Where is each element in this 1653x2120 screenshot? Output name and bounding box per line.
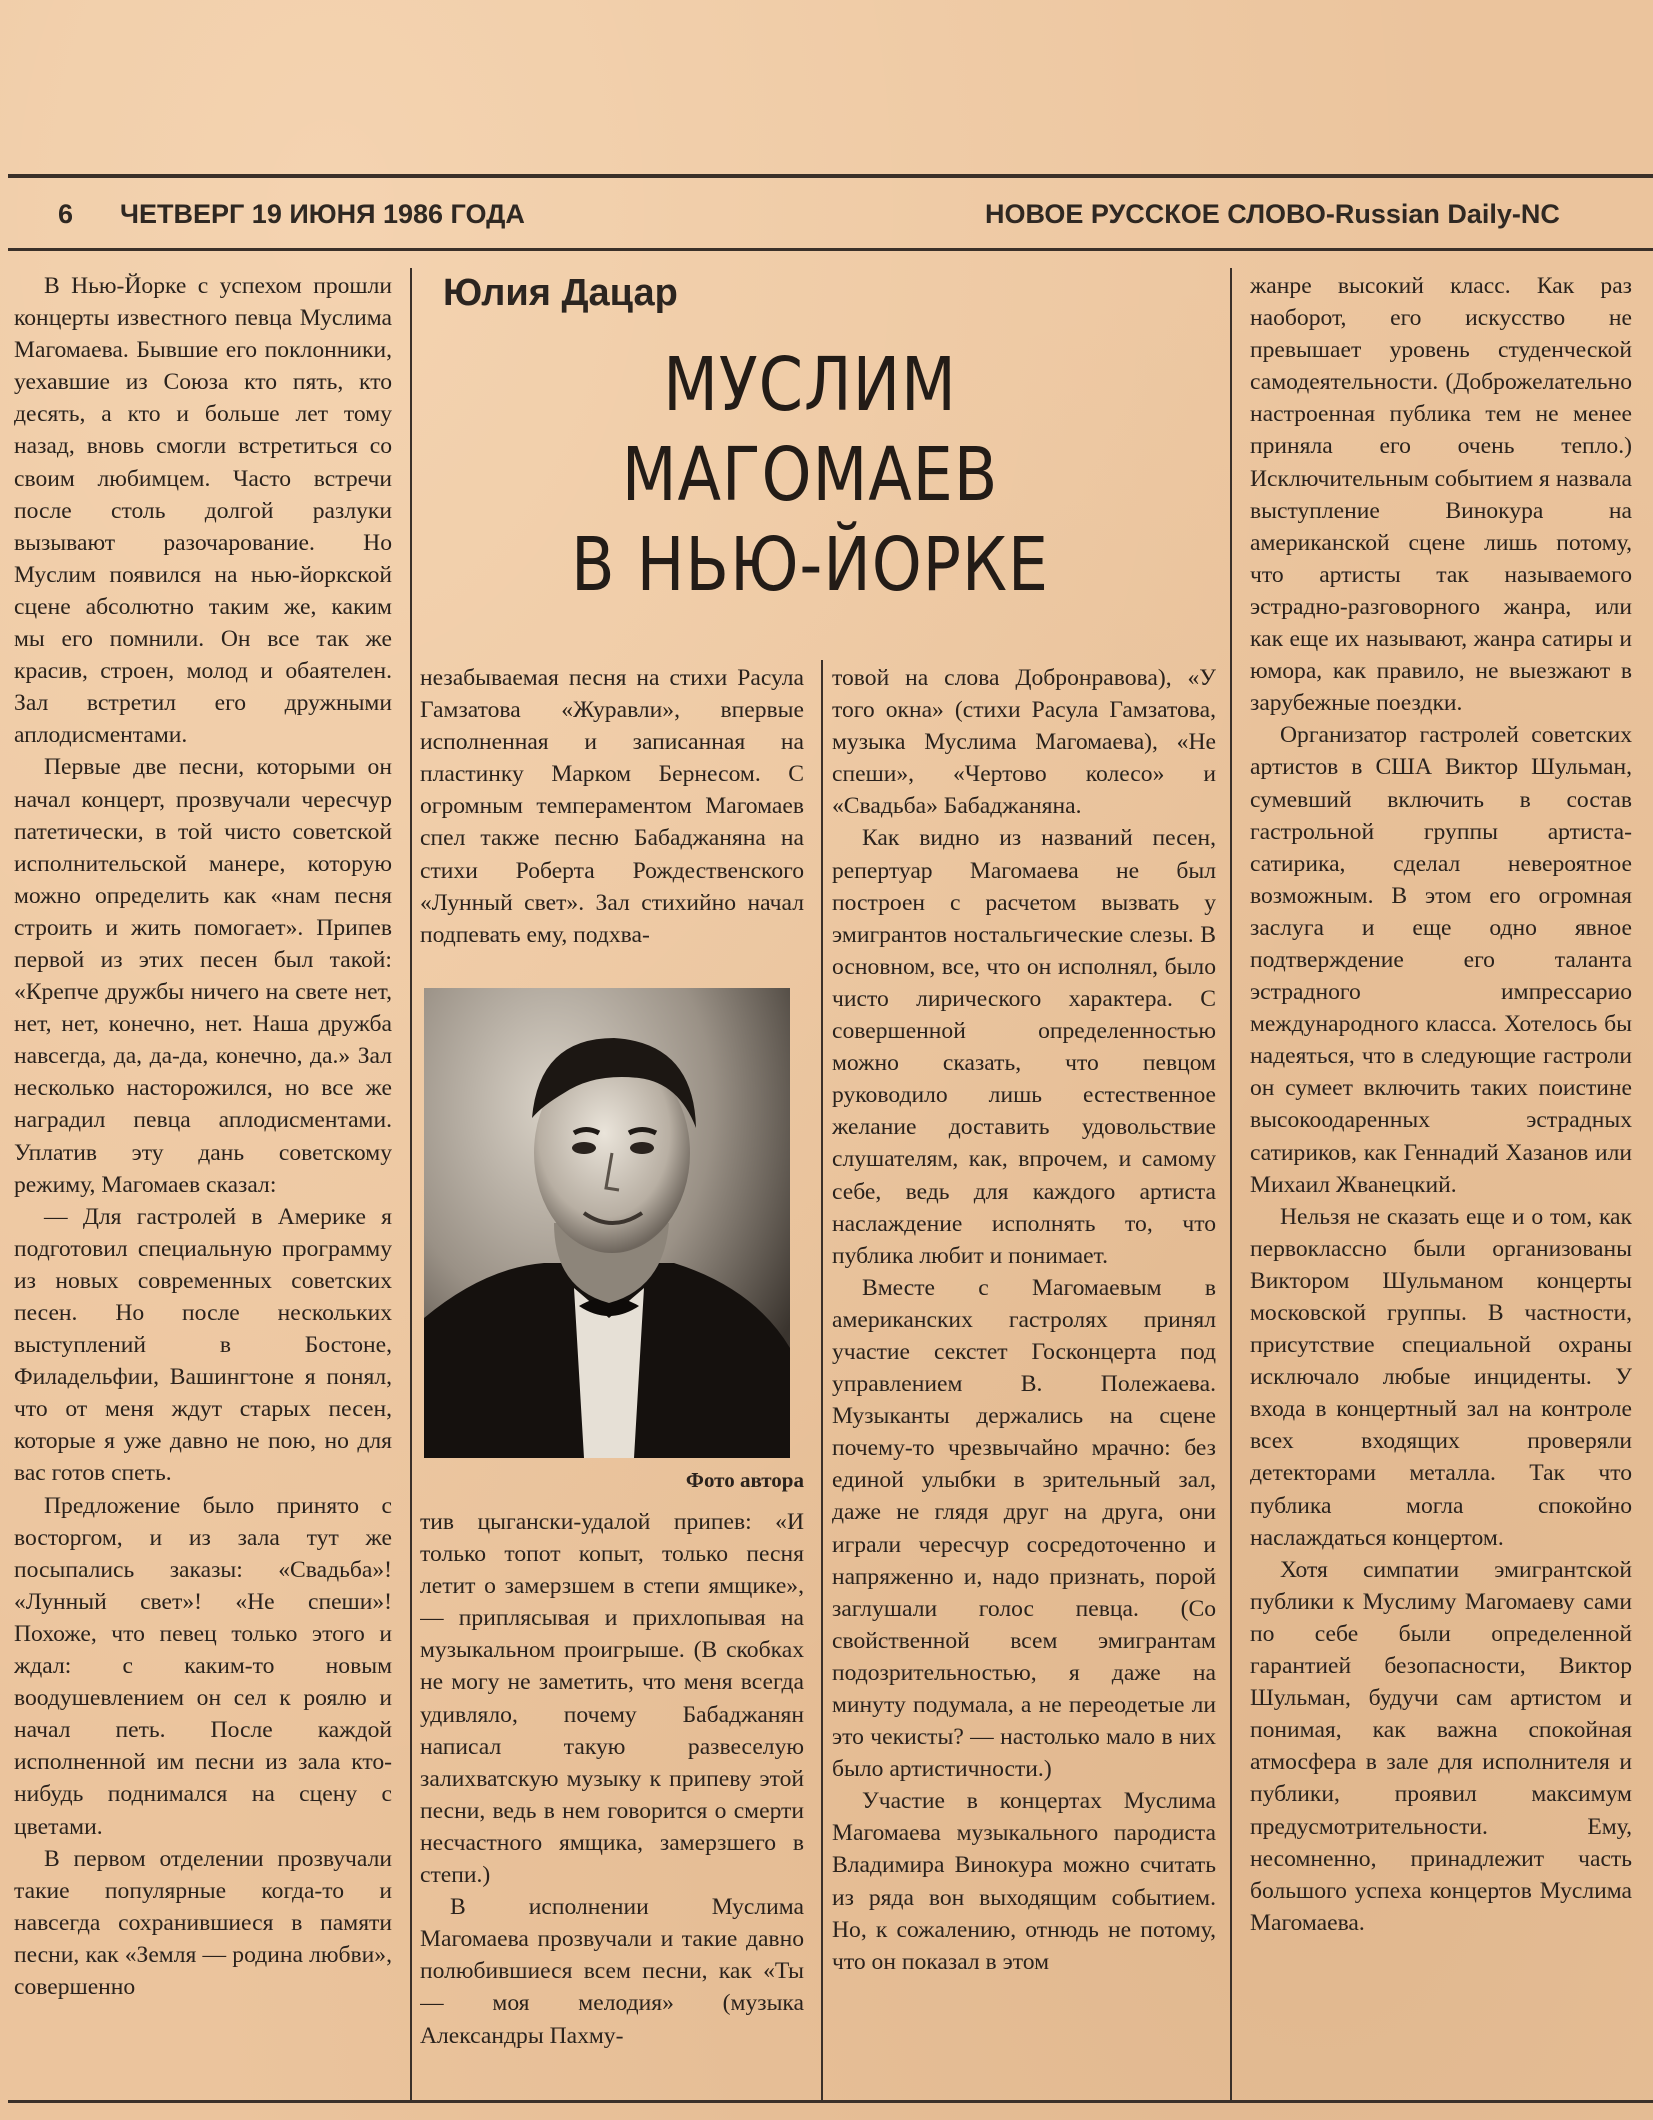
column-rule-3	[1230, 268, 1232, 2100]
page-number: 6	[58, 199, 74, 229]
article-column-3	[832, 662, 1216, 2094]
paragraph: В исполнении Муслима Магомаева прозвучали и такие давно полюбившиеся всем песни, как «Ты — моя мелодия» (музыка Александры Пахму-	[420, 1894, 804, 2049]
headline-line-3: В НЬЮ-ЙОРКЕ	[571, 522, 1049, 608]
paragraph: жанре высокий класс. Как раз наоборот, его искусство не превышает уровень студенческой самодеятельности. (Доброжелательно настроенная публика тем не менее приняла его очень тепло.) Исключительным событием я назвала выступление Винокура на американской сцене лишь потому, что артисты так называемого эстрадно-разговорного жанра, или как еще их называют, жанра сатиры и юмора, как правило, не выезжают в зарубежные поездки.	[1250, 273, 1632, 717]
headline-line-2: МАГОМАЕВ	[621, 432, 999, 518]
article-headline	[475, 340, 1146, 610]
paragraph: Организатор гастролей советских артистов в США Виктор Шульман, сумевший включить в состав гастрольной группы артиста-сатирика, сделал невероятное возможным. В этом его огромная заслуга и еще одно явное подтверждение его таланта эстрадного импрессарио международного класса. Хотелось бы надеяться, что в следующие гастроли он сумеет включить таких поистине высокоодаренных эстрадных сатириков, как Геннадий Хазанов или Михаил Жванецкий.	[1250, 722, 1632, 1198]
column-rule-1	[410, 268, 412, 2100]
newspaper-name: НОВОЕ РУССКОЕ СЛОВО-Russian Daily-NC	[985, 199, 1560, 229]
paragraph: незабываемая песня на стихи Расула Гамзатова «Журавли», впервые исполненная и записанная на пластинку Марком Бернесом. С огромным темпераментом Магомаев спел также песню Бабаджаняна на стихи Роберта Рождественского «Лунный свет». Зал стихийно начал подпевать ему, подхва-	[420, 665, 804, 948]
paragraph: Нельзя не сказать еще и о том, как первоклассно были организованы Виктором Шульманом концерты московской группы. В частности, присутствие специальной охраны исключало любые инциденты. У входа в концертный зал на контроле всех входящих проверяли детекторами металла. Так что публика могла спокойно наслаждаться концертом.	[1250, 1203, 1632, 1551]
paragraph: Участие в концертах Муслима Магомаева музыкального пародиста Владимира Винокура можно считать из ряда вон выходящим событием. Но, к сожалению, отнюдь не потому, что он показал в этом	[832, 1788, 1216, 1975]
paragraph: Первые две песни, которыми он начал концерт, прозвучали чересчур патетически, в той чисто советской исполнительской манере, которую можно определить как «нам песня строить и жить помогает». Припев первой из этих песен был такой: «Крепче дружбы ничего на свете нет, нет, нет, конечно, нет. Наша дружба навсегда, да, да-да, конечно, да.» Зал несколько насторожился, но все же наградил певца аплодисментами. Уплатив эту дань советскому режиму, Магомаев сказал:	[14, 754, 392, 1198]
paragraph: товой на слова Добронравова), «У того окна» (стихи Расула Гамзатова, музыка Муслима Магомаева), «Не спеши», «Чертово колесо» и «Свадьба» Бабаджаняна.	[832, 665, 1216, 820]
header-top-rule	[8, 174, 1653, 178]
paragraph: Предложение было принято с восторгом, и из зала тут же посыпались заказы: «Свадьба»! «Лунный свет»! «Не спеши»! Похоже, что певец только этого и ждал: с каким-то новым воодушевлением он сел к роялю и начал петь. После каждой исполненной им песни из зала кто-нибудь поднимался на сцену с цветами.	[14, 1492, 392, 1840]
paragraph: тив цыгански-удалой припев: «И только топот копыт, только песня летит о замерзшем в степи ямщике», — приплясывая и прихлопывая на музыкальном проигрыше. (В скобках не могу не заметить, что меня всегда удивляло, почему Бабаджанян написал такую развеселую залихватскую музыку к припеву этой песни, ведь в нем говорится о смерти несчастного ямщика, замерзшего в степи.)	[420, 1509, 804, 1889]
photo-caption: Фото автора	[685, 1468, 804, 1492]
paragraph: — Для гастролей в Америке я подготовил специальную программу из новых современных советских песен. Но после нескольких выступлений в Бостоне, Филадельфии, Вашингтоне я понял, что от меня ждут старых песен, которые я уже давно не пою, но для вас готов спеть.	[14, 1203, 392, 1487]
portrait-photo	[424, 988, 790, 1458]
article-column-2-top	[420, 662, 804, 958]
column-rule-2	[821, 660, 823, 2100]
headline-line-1: МУСЛИМ	[663, 342, 957, 428]
paragraph: В Нью-Йорке с успехом прошли концерты известного певца Муслима Магомаева. Бывшие его поклонники, уехавшие из Союза кто пять, кто десять, а кто и больше лет тому назад, вновь смогли встретиться со своим любимцем. Часто встречи после столь долгой разлуки вызывают разочарование. Но Муслим появился на нью-йоркской сцене абсолютно таким же, каким мы его помнили. Он все так же красив, строен, молод и обаятелен. Зал встретил его дружными аплодисментами.	[14, 273, 392, 749]
paragraph: Хотя симпатии эмигрантской публики к Муслиму Магомаеву сами по себе были определенной гарантией безопасности, Виктор Шульман, будучи сам артистом и понимая, как важна спокойная атмосфера в зале для исполнителя и публики, проявил максимум предусмотрительности. Ему, несомненно, принадлежит часть большого успеха концертов Муслима Магомаева.	[1250, 1556, 1632, 1936]
bottom-rule	[8, 2100, 1653, 2103]
paragraph: Вместе с Магомаевым в американских гастролях принял участие секстет Госконцерта под управлением В. Полежаева. Музыканты держались на сцене почему-то чрезвычайно мрачно: без единой улыбки в зрительный зал, даже не глядя друг на друга, они играли чересчур сосредоточенно и напряженно и, надо признать, порой заглушали голос певца. (Со свойственной всем эмигрантам подозрительностью, я даже на минуту подумала, а не переодетые ли это чекисты? — настолько мало в них было артистичности.)	[832, 1274, 1216, 1783]
article-author: Юлия Дацар	[443, 272, 678, 314]
paragraph: В первом отделении прозвучали такие популярные когда-то и навсегда сохранившиеся в памяти песни, как «Земля — родина любви», совершенно	[14, 1845, 392, 2000]
issue-date: ЧЕТВЕРГ 19 ИЮНЯ 1986 ГОДА	[120, 199, 525, 229]
paragraph: Как видно из названий песен, репертуар Магомаева не был построен с расчетом вызвать у эмигрантов ностальгические слезы. В основном, все, что он исполнял, было чисто лирического характера. С совершенной определенностью можно сказать, что певцом руководило лишь естественное желание доставить удовольствие слушателям, как, впрочем, и самому себе, ведь для каждого артиста наслаждение исполнять то, что публика любит и понимает.	[832, 825, 1216, 1269]
header-bottom-rule	[8, 248, 1653, 251]
article-column-1	[14, 270, 392, 2090]
article-column-2-bottom	[420, 1506, 804, 2096]
article-column-4	[1250, 270, 1632, 2094]
